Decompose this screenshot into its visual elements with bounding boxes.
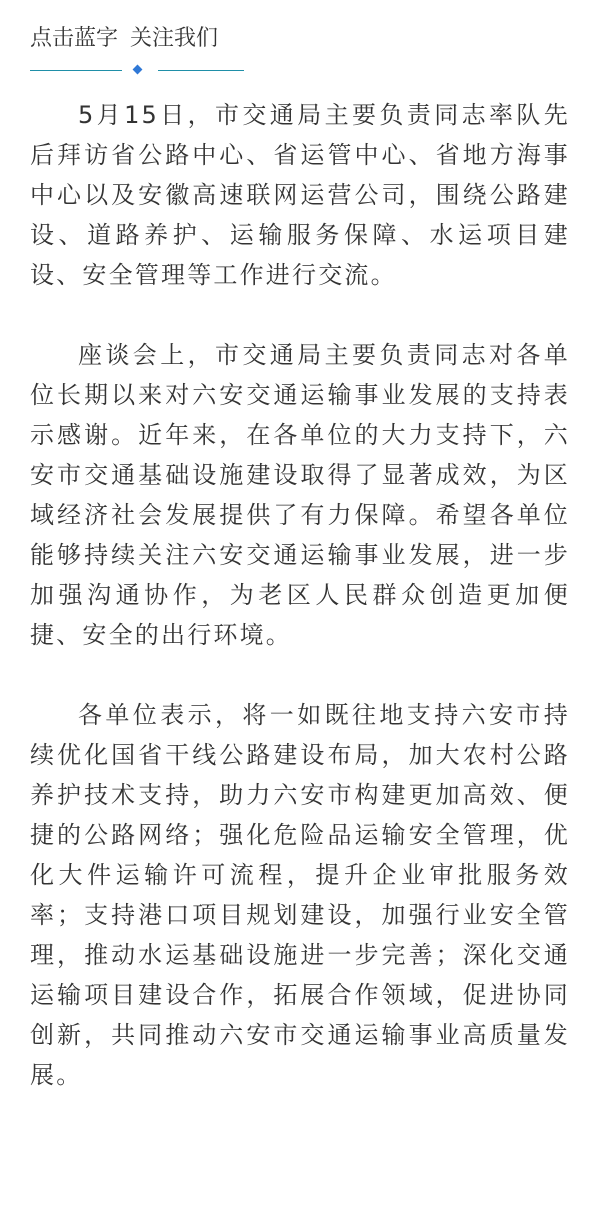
follow-header[interactable] (30, 22, 244, 76)
paragraph-units-response: 各单位表示，将一如既往地支持六安市持续优化国省干线公路建设布局，加大农村公路养护技术支持，助力六安市构建更加高效、便捷的公路网络；强化危险品运输安全管理，优化大件运输许可流程，提升企业审批服务效率；支持港口项目规划建设，加强行业安全管理，推动水运基础设施进一步完善；深化交通运输项目建设合作，拓展合作领域，促进协同创新，共同推动六安市交通运输事业高质量发展。 (30, 701, 570, 1089)
follow-prompt-click-blue: 点击蓝字 (30, 26, 119, 51)
divider-line-left (30, 70, 122, 71)
paragraph-visit: 5月15日，市交通局主要负责同志率队先后拜访省公路中心、省运管中心、省地方海事中心以及安徽高速联网运营公司，围绕公路建设、道路养护、运输服务保障、水运项目建设、安全管理等工作进行交流。 (30, 101, 570, 289)
paragraph-meeting: 座谈会上，市交通局主要负责同志对各单位长期以来对六安交通运输事业发展的支持表示感谢。近年来，在各单位的大力支持下，六安市交通基础设施建设取得了显著成效，为区域经济社会发展提供了有力保障。希望各单位能够持续关注六安交通运输事业发展，进一步加强沟通协作，为老区人民群众创造更加便捷、安全的出行环境。 (30, 341, 570, 649)
divider-line-right (158, 70, 244, 71)
follow-prompt-follow-us: 关注我们 (130, 26, 219, 51)
header-divider (30, 66, 244, 76)
article-body (30, 95, 570, 1095)
follow-prompt[interactable] (30, 22, 244, 56)
diamond-icon (133, 65, 143, 75)
